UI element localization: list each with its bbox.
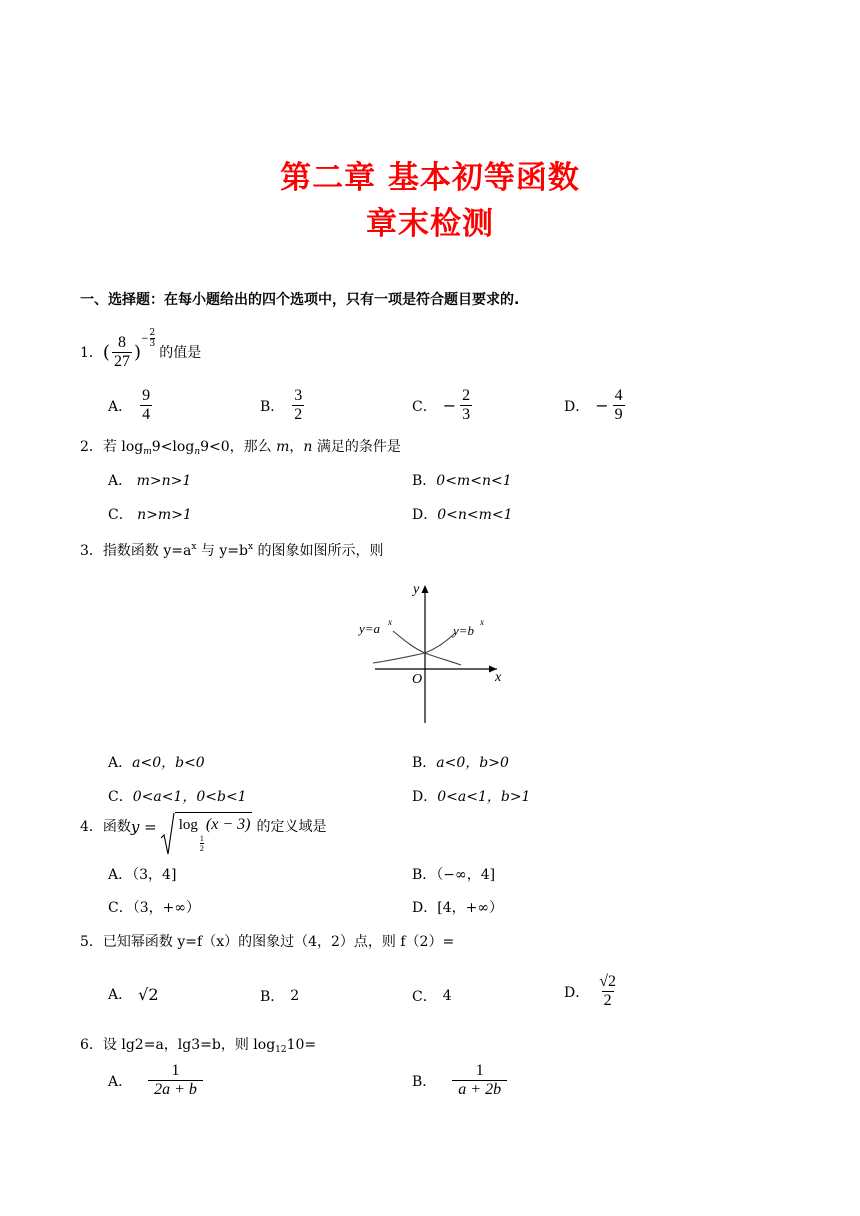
q3-option-a[interactable]: A．a<0，b<0 xyxy=(108,755,205,771)
q1-base-fraction: $\frac{8}{27}$ xyxy=(113,334,130,370)
q2-option-d[interactable]: D．0<n<m<1 xyxy=(412,507,513,523)
q3-option-b[interactable]: B．a<0，b>0 xyxy=(412,755,509,771)
origin-label: O xyxy=(412,672,423,687)
chapter-title: 第二章 基本初等函数 xyxy=(280,160,580,196)
q4-option-c[interactable]: C．（3，+∞） xyxy=(108,900,201,916)
chapter-subtitle: 章末检测 xyxy=(366,206,494,242)
right-curve-label: y=b xyxy=(453,623,475,638)
q1-option-b[interactable]: B． $\frac{3}{2}$ xyxy=(260,387,303,423)
q5-option-b[interactable]: B． 2 xyxy=(260,988,300,1005)
q2-option-a[interactable]: A． m>n>1 xyxy=(108,473,192,489)
question-1: 1． ( $\frac{8}{27}$ ) − $\frac{2}{3}$ 的值是 xyxy=(80,328,202,370)
exponential-graph xyxy=(355,575,515,727)
section-heading: 一、选择题：在每小题给出的四个选项中，只有一项是符合题目要求的. xyxy=(80,292,520,308)
q4-option-b[interactable]: B．（−∞，4] xyxy=(412,867,496,883)
question-number: 1． xyxy=(80,344,103,361)
q1-option-a[interactable]: A． $\frac{9}{4}$ xyxy=(108,387,151,423)
q2-option-c[interactable]: C． n>m>1 xyxy=(108,507,192,523)
q4-option-d[interactable]: D．[4，+∞） xyxy=(412,900,503,916)
q5-option-a[interactable]: A． √2 xyxy=(108,984,159,1004)
q3-option-d[interactable]: D．0<a<1，b>1 xyxy=(412,789,531,805)
q4-option-a[interactable]: A．（3，4] xyxy=(108,867,177,883)
sqrt-expression: log $\frac{1}{2}$ (x − 3) xyxy=(161,812,253,856)
left-curve-label: y=a xyxy=(359,621,381,636)
left-curve-sup: x xyxy=(388,617,392,627)
question-2: 2．若 $\log_m9<\log_n9<0$，那么 m，n 满足的条件是 xyxy=(80,439,401,457)
q1-option-c[interactable]: C． − $\frac{2}{3}$ xyxy=(412,387,471,423)
q5-option-c[interactable]: C． 4 xyxy=(412,988,452,1005)
q1-exponent: − $\frac{2}{3}$ xyxy=(140,328,156,349)
q2-option-b[interactable]: B．0<m<n<1 xyxy=(412,473,512,489)
q6-option-b[interactable]: B． $\frac{1}{a + 2b}$ xyxy=(412,1062,509,1099)
right-curve-sup: x xyxy=(480,617,484,627)
curve-y-b-x xyxy=(393,631,461,665)
question-6: 6．设 lg2=a，lg3=b，则 $\log_{12}10=$ xyxy=(80,1037,317,1055)
q1-option-d[interactable]: D． − $\frac{4}{9}$ xyxy=(564,387,623,423)
y-axis-arrow xyxy=(422,585,429,593)
question-4: 4． 函数 y = log $\frac{1}{2}$ (x − 3) 的定义域是 xyxy=(80,812,326,858)
x-axis-label: x xyxy=(495,670,502,685)
q5-option-d[interactable]: D． $\frac{√2}{2}$ xyxy=(564,973,617,1009)
q3-option-c[interactable]: C．0<a<1，0<b<1 xyxy=(108,789,247,805)
question-3: 3．指数函数 $y=a^x$ 与 $y=b^x$ 的图象如图所示，则 xyxy=(80,542,384,559)
y-axis-label: y xyxy=(413,582,420,597)
question-5: 5．已知幂函数 y=f（x）的图象过（4，2）点，则 f（2）= xyxy=(80,934,455,950)
q6-option-a[interactable]: A． $\frac{1}{2a + b}$ xyxy=(108,1062,205,1099)
